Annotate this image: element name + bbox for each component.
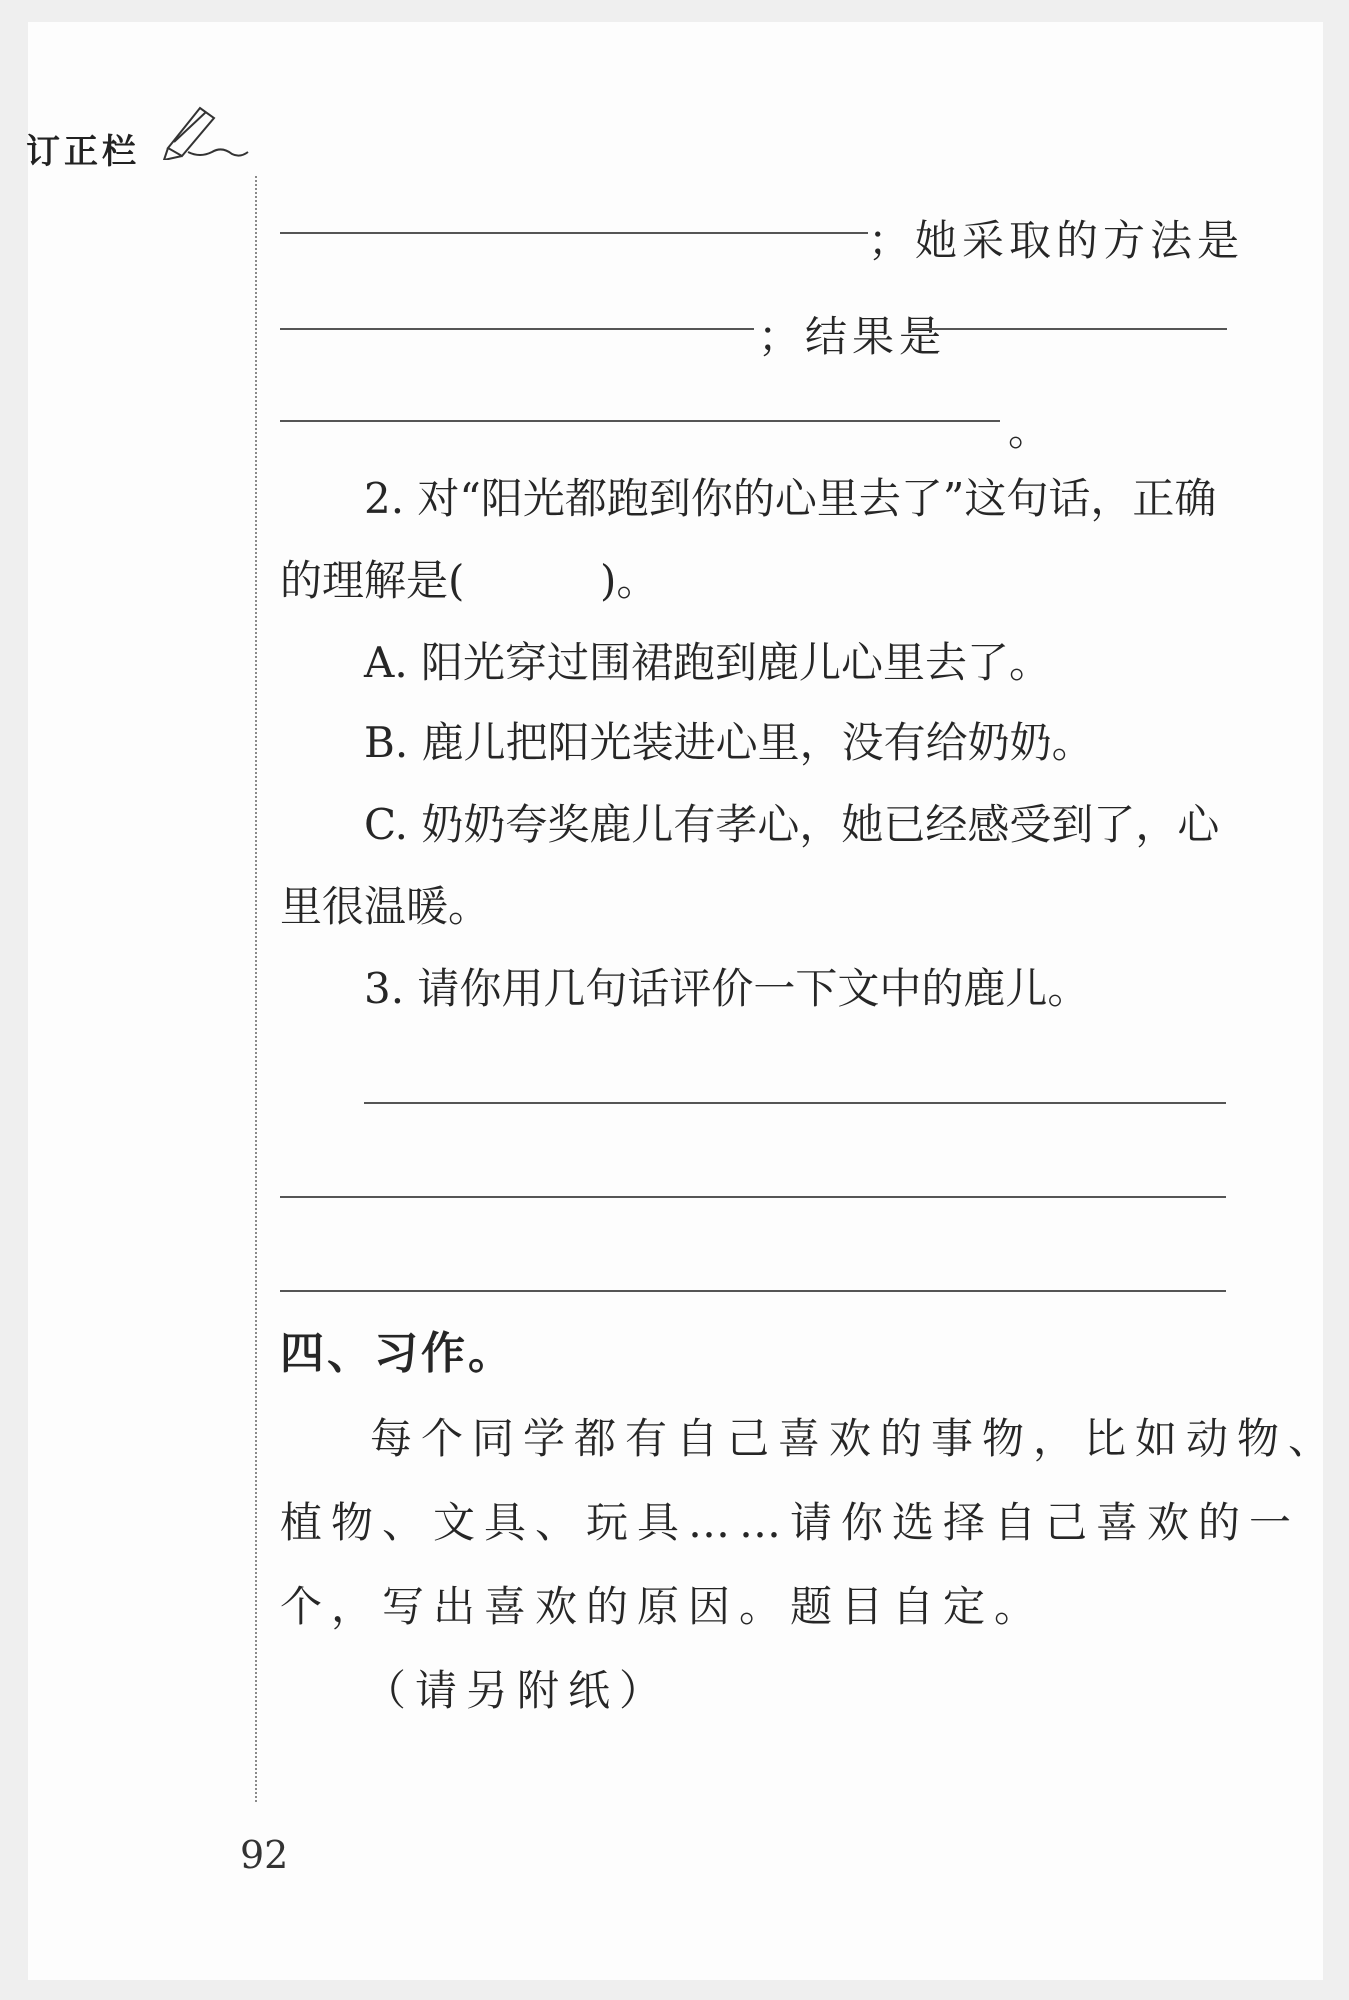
answer-line-3c[interactable] (280, 1290, 1226, 1292)
q2-stem-line2-start: 的理解是( (280, 556, 465, 605)
pencil-icon (160, 100, 250, 160)
q2-stem-line2-end: )。 (600, 556, 659, 605)
q2-option-a: A. 阳光穿过围裙跑到鹿儿心里去了。 (364, 638, 1052, 687)
attach-paper-note: （请另附纸） (364, 1666, 671, 1715)
answer-blank-1d[interactable] (280, 420, 1000, 422)
q2-option-c-line2: 里很温暖。 (280, 882, 491, 931)
q2-option-c-line1: C. 奶奶夸奖鹿儿有孝心，她已经感受到了，心 (364, 800, 1220, 849)
answer-blank-1b[interactable] (280, 328, 754, 330)
q1-result-label: ；结果是 (758, 312, 947, 361)
q2-stem-line1: 2. 对“阳光都跑到你的心里去了”这句话，正确 (364, 474, 1217, 523)
answer-blank-1a[interactable] (280, 232, 868, 234)
q1-method-label: ；她采取的方法是 (868, 216, 1245, 265)
q3-stem: 3. 请你用几句话评价一下文中的鹿儿。 (364, 964, 1090, 1013)
q1-end-period: 。 (1008, 406, 1051, 455)
section4-paragraph-line2: 植物、文具、玩具……请你选择自己喜欢的一 (280, 1498, 1301, 1547)
answer-blank-1c[interactable] (912, 328, 1227, 330)
margin-dotted-divider (255, 176, 257, 1802)
answer-line-3b[interactable] (280, 1196, 1226, 1198)
section4-paragraph-line3: 个，写出喜欢的原因。题目自定。 (280, 1582, 1046, 1631)
page-number: 92 (240, 1833, 289, 1877)
answer-line-3a[interactable] (364, 1102, 1226, 1104)
section-heading: 四、习作。 (280, 1328, 515, 1379)
q2-option-b: B. 鹿儿把阳光装进心里，没有给奶奶。 (364, 718, 1094, 767)
section4-paragraph-line1: 每个同学都有自己喜欢的事物，比如动物、 (370, 1414, 1340, 1463)
correction-column-label: 订正栏 (26, 132, 140, 172)
